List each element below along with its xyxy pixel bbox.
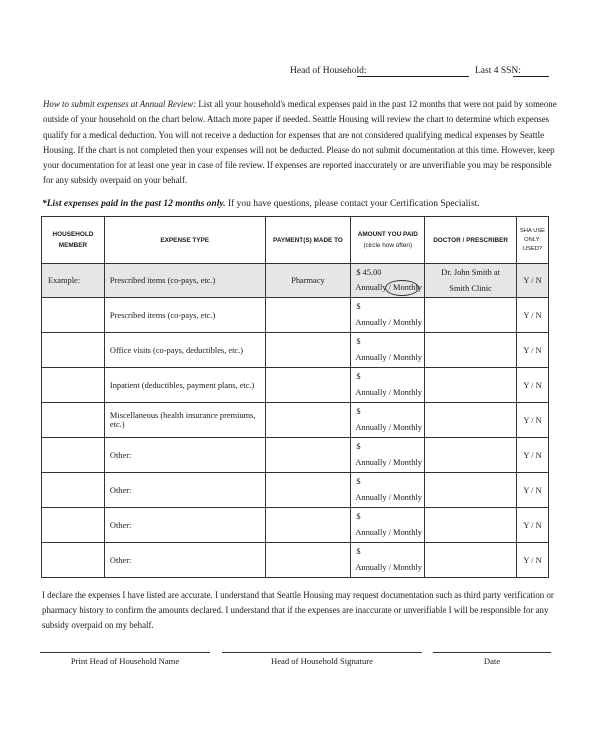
ssn-label: Last 4 SSN: bbox=[475, 66, 521, 76]
header-sha-use: SHA USE ONLY: USED? bbox=[517, 217, 549, 264]
table-row bbox=[42, 403, 549, 438]
head-of-household-field[interactable] bbox=[357, 66, 469, 77]
list-instruction-rest: If you have questions, please contact your Certification Specialist. bbox=[225, 199, 480, 209]
intro-paragraph bbox=[43, 97, 563, 189]
doctor-cell[interactable] bbox=[425, 543, 517, 578]
payment-cell[interactable] bbox=[265, 473, 351, 508]
table-row bbox=[42, 368, 549, 403]
expense-type-cell: Prescribed items (co-pays, etc.) bbox=[104, 298, 265, 333]
table-header-row bbox=[42, 217, 549, 264]
print-name-line[interactable] bbox=[40, 652, 210, 653]
amount-cell[interactable] bbox=[351, 473, 425, 508]
date-line[interactable] bbox=[433, 652, 551, 653]
header-doctor: DOCTOR / PRESCRIBER bbox=[425, 217, 517, 264]
header-line bbox=[0, 66, 600, 80]
header-payment-made-to: PAYMENT(S) MADE TO bbox=[265, 217, 351, 264]
expense-type-cell: Other: bbox=[104, 438, 265, 473]
payment-cell[interactable] bbox=[265, 438, 351, 473]
amount-cell[interactable] bbox=[351, 543, 425, 578]
example-doctor-line1: Dr. John Smith at bbox=[441, 267, 500, 277]
example-freq-annual: Annually / bbox=[355, 283, 391, 292]
doctor-cell[interactable] bbox=[425, 473, 517, 508]
header-expense-type: EXPENSE TYPE bbox=[104, 217, 265, 264]
intro-text: List all your household's medical expenses paid in the past 12 months that were not paid by someone outside of your household on the chart below. Attach more paper if needed. Seattle Housing will review the chart to determine which expenses qualify for a medical deduction. You will not receive a deduction for expenses that are not considered qualifying medical expenses by Seattle Housing. If the chart is not completed then your expenses will not be deducted. Please do not submit documentation at this time. However, keep your documentation for at least one year in case of file review. If expenses are reported inaccurately or are unverifiable you may be responsible for any subsidy overpaid on your behalf. bbox=[43, 99, 557, 186]
frequency-options[interactable]: Annually / Monthly bbox=[355, 493, 422, 502]
sha-yn: Y / N bbox=[517, 508, 549, 543]
table-row bbox=[42, 543, 549, 578]
example-doctor bbox=[425, 264, 517, 298]
member-cell[interactable] bbox=[42, 438, 105, 473]
example-member: Example: bbox=[42, 264, 105, 298]
member-cell[interactable] bbox=[42, 473, 105, 508]
header-household-member: HOUSEHOLD MEMBER bbox=[42, 217, 105, 264]
amount-cell[interactable] bbox=[351, 298, 425, 333]
dollar-sign: $ bbox=[356, 302, 361, 311]
payment-cell[interactable] bbox=[265, 333, 351, 368]
sha-yn: Y / N bbox=[517, 368, 549, 403]
amount-cell[interactable] bbox=[351, 508, 425, 543]
member-cell[interactable] bbox=[42, 298, 105, 333]
frequency-options[interactable]: Annually / Monthly bbox=[355, 388, 422, 397]
member-cell[interactable] bbox=[42, 333, 105, 368]
amount-cell[interactable] bbox=[351, 333, 425, 368]
table-row bbox=[42, 333, 549, 368]
expense-type-cell: Inpatient (deductibles, payment plans, etc.) bbox=[104, 368, 265, 403]
member-cell[interactable] bbox=[42, 508, 105, 543]
dollar-sign: $ bbox=[356, 372, 361, 381]
example-payment: Pharmacy bbox=[265, 264, 351, 298]
frequency-options[interactable]: Annually / Monthly bbox=[355, 458, 422, 467]
doctor-cell[interactable] bbox=[425, 438, 517, 473]
head-of-household-label: Head of Household: bbox=[290, 66, 367, 76]
print-name-label: Print Head of Household Name bbox=[70, 656, 180, 666]
amount-cell[interactable] bbox=[351, 368, 425, 403]
payment-cell[interactable] bbox=[265, 403, 351, 438]
table-row bbox=[42, 508, 549, 543]
table-row bbox=[42, 473, 549, 508]
list-instruction bbox=[42, 199, 480, 209]
payment-cell[interactable] bbox=[265, 508, 351, 543]
doctor-cell[interactable] bbox=[425, 508, 517, 543]
signature-line[interactable] bbox=[222, 652, 422, 653]
doctor-cell[interactable] bbox=[425, 298, 517, 333]
header-amount-note: (circle how often) bbox=[363, 242, 413, 249]
example-yn: Y / N bbox=[517, 264, 549, 298]
expense-type-cell: Miscellaneous (health insurance premiums, etc.) bbox=[104, 403, 265, 438]
signature-label: Head of Household Signature bbox=[271, 656, 373, 666]
table-row bbox=[42, 438, 549, 473]
sha-yn: Y / N bbox=[517, 298, 549, 333]
example-row bbox=[42, 264, 549, 298]
sha-yn: Y / N bbox=[517, 403, 549, 438]
intro-lead: How to submit expenses at Annual Review: bbox=[43, 99, 197, 109]
sha-yn: Y / N bbox=[517, 473, 549, 508]
example-amount: $ 45.00 bbox=[356, 268, 382, 277]
expense-type-cell: Office visits (co-pays, deductibles, etc.) bbox=[104, 333, 265, 368]
declaration-paragraph: I declare the expenses I have listed are accurate. I understand that Seattle Housing may request documentation such as third party verification or pharmacy history to confirm the amounts declared. I understand that if the expenses are inaccurate or unverifiable I will be responsible for any subsidy overpaid on my behalf. bbox=[42, 590, 554, 630]
amount-cell[interactable] bbox=[351, 438, 425, 473]
dollar-sign: $ bbox=[356, 337, 361, 346]
expense-type-cell: Other: bbox=[104, 473, 265, 508]
example-freq-monthly: Monthly bbox=[393, 283, 422, 292]
date-label: Date bbox=[483, 656, 501, 666]
frequency-options[interactable]: Annually / Monthly bbox=[355, 423, 422, 432]
example-doctor-line2: Smith Clinic bbox=[449, 283, 492, 293]
table-row bbox=[42, 298, 549, 333]
dollar-sign: $ bbox=[356, 547, 361, 556]
payment-cell[interactable] bbox=[265, 543, 351, 578]
dollar-sign: $ bbox=[356, 442, 361, 451]
frequency-options[interactable]: Annually / Monthly bbox=[355, 353, 422, 362]
sha-yn: Y / N bbox=[517, 333, 549, 368]
header-amount-label: AMOUNT YOU PAID bbox=[357, 231, 418, 238]
doctor-cell[interactable] bbox=[425, 333, 517, 368]
member-cell[interactable] bbox=[42, 368, 105, 403]
member-cell[interactable] bbox=[42, 543, 105, 578]
example-amount-cell bbox=[351, 264, 425, 298]
header-amount-paid bbox=[351, 217, 425, 264]
expense-type-cell: Other: bbox=[104, 508, 265, 543]
doctor-cell[interactable] bbox=[425, 368, 517, 403]
doctor-cell[interactable] bbox=[425, 403, 517, 438]
frequency-options[interactable]: Annually / Monthly bbox=[355, 318, 422, 327]
sha-yn: Y / N bbox=[517, 438, 549, 473]
payment-cell[interactable] bbox=[265, 298, 351, 333]
list-instruction-lead: *List expenses paid in the past 12 months only. bbox=[42, 199, 226, 209]
expense-type-cell: Other: bbox=[104, 543, 265, 578]
member-cell[interactable] bbox=[42, 403, 105, 438]
frequency-options[interactable]: Annually / Monthly bbox=[355, 528, 422, 537]
example-type: Prescribed items (co-pays, etc.) bbox=[104, 264, 265, 298]
sha-yn: Y / N bbox=[517, 543, 549, 578]
expense-table bbox=[41, 216, 549, 578]
payment-cell[interactable] bbox=[265, 368, 351, 403]
dollar-sign: $ bbox=[356, 477, 361, 486]
amount-cell[interactable] bbox=[351, 403, 425, 438]
ssn-field[interactable] bbox=[513, 66, 549, 77]
monthly-circle-mark bbox=[385, 280, 419, 296]
frequency-options[interactable]: Annually / Monthly bbox=[355, 563, 422, 572]
dollar-sign: $ bbox=[356, 512, 361, 521]
dollar-sign: $ bbox=[356, 407, 361, 416]
